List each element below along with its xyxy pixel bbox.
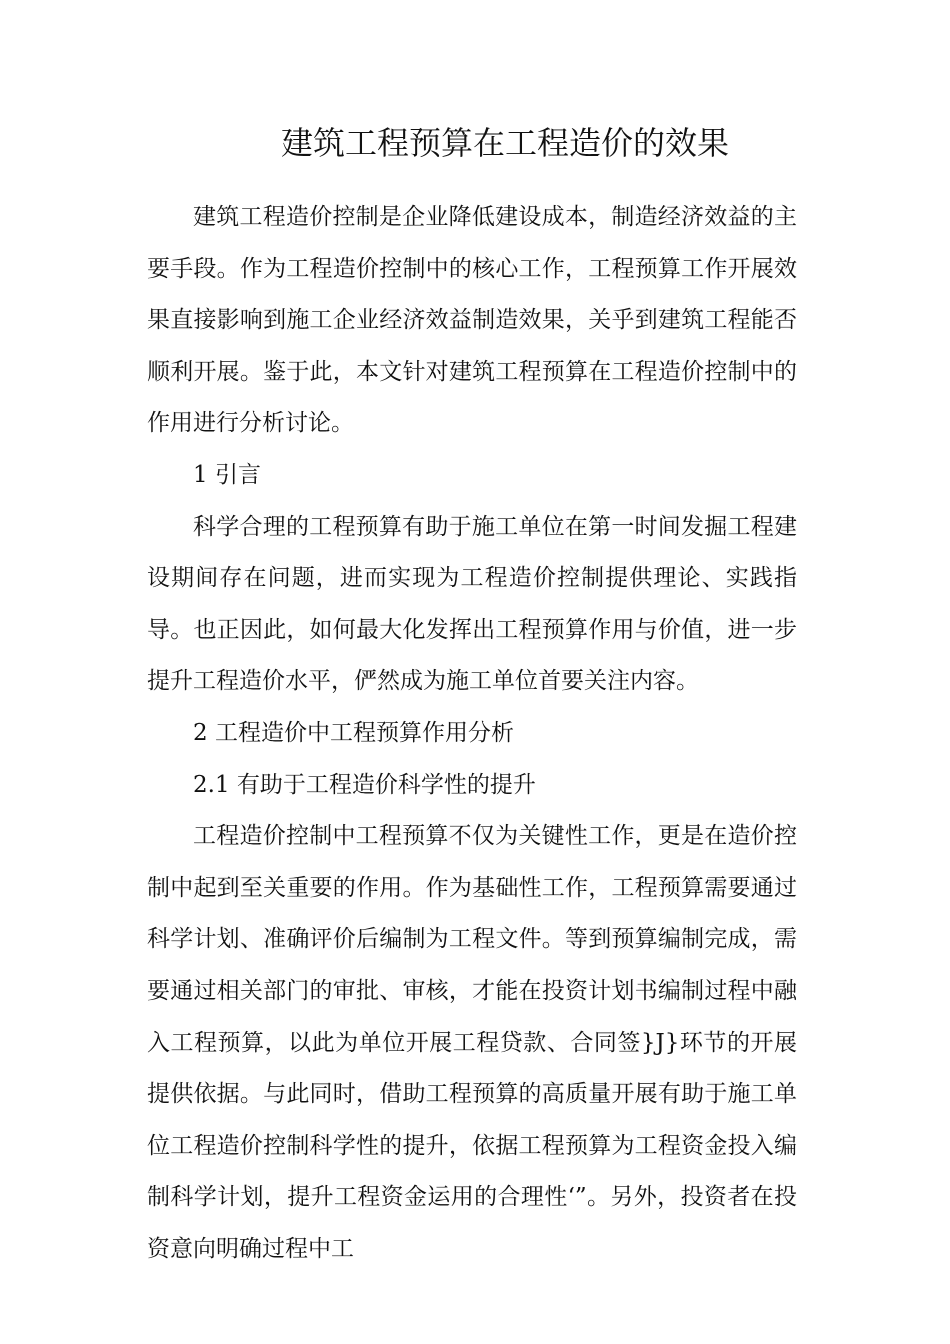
paragraph-section-1: 科学合理的工程预算有助于施工单位在第一时间发掘工程建设期间存在问题，进而实现为工程造价控制提供理论、实践指导。也正因此，如何最大化发挥出工程预算作用与价值，进一步提升工程造价水平，俨然成为施工单位首要关注内容。 bbox=[147, 513, 797, 695]
paragraph-intro: 建筑工程造价控制是企业降低建设成本，制造经济效益的主要手段。作为工程造价控制中的核心工作，工程预算工作开展效果直接影响到施工企业经济效益制造效果，关乎到建筑工程能否顺利开展。鉴于此，本文针对建筑工程预算在工程造价控制中的作用进行分析讨论。 bbox=[147, 204, 797, 437]
document-title: 建筑工程预算在工程造价的效果 bbox=[280, 124, 729, 162]
document-body bbox=[147, 192, 797, 1275]
heading-section-2: 2 工程造价中工程预算作用分析 bbox=[193, 719, 514, 746]
heading-section-2-1: 2.1 有助于工程造价科学性的提升 bbox=[193, 771, 536, 798]
heading-section-1: 1 引言 bbox=[193, 461, 261, 488]
paragraph-section-2-1: 工程造价控制中工程预算不仅为关键性工作，更是在造价控制中起到至关重要的作用。作为基础性工作，工程预算需要通过科学计划、准确评价后编制为工程文件。等到预算编制完成，需要通过相关部门的审批、审核，才能在投资计划书编制过程中融入工程预算，以此为单位开展工程贷款、合同签}J}环节的开展提供依据。与此同时，借助工程预算的高质量开展有助于施工单位工程造价控制科学性的提升，依据工程预算为工程资金投入编制科学计划，提升工程资金运用的合理性‘”。另外，投资者在投资意向明确过程中工 bbox=[147, 823, 797, 1262]
